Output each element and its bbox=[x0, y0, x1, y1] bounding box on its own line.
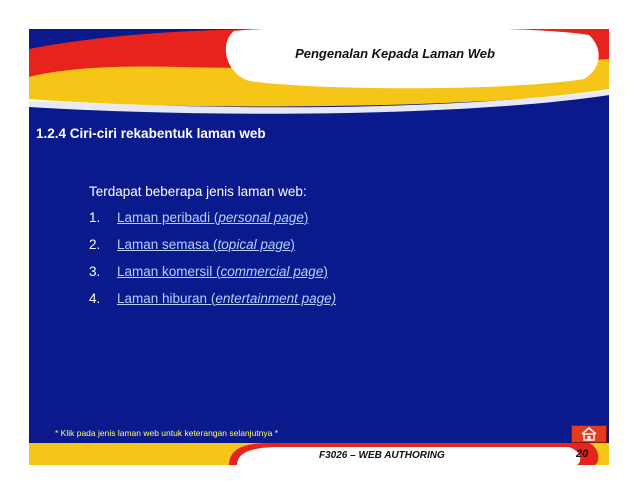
list-number: 2. bbox=[89, 237, 101, 252]
list-item bbox=[89, 291, 336, 318]
list-item bbox=[89, 264, 336, 291]
website-type-list bbox=[89, 210, 336, 318]
section-heading: 1.2.4 Ciri-ciri rekabentuk laman web bbox=[36, 126, 266, 141]
home-icon bbox=[580, 427, 598, 441]
page-number: 20 bbox=[576, 448, 589, 460]
footnote: * Klik pada jenis laman web untuk keterangan selanjutnya * bbox=[55, 428, 279, 438]
link-entertainment-page[interactable]: Laman hiburan (entertainment page) bbox=[117, 291, 337, 306]
link-commercial-page[interactable]: Laman komersil (commercial page) bbox=[117, 264, 328, 279]
intro-text: Terdapat beberapa jenis laman web: bbox=[89, 184, 307, 199]
header-title: Pengenalan Kepada Laman Web bbox=[295, 46, 495, 61]
link-topical-page[interactable]: Laman semasa (topical page) bbox=[117, 237, 295, 252]
slide bbox=[29, 29, 609, 465]
list-number: 1. bbox=[89, 210, 101, 225]
link-personal-page[interactable]: Laman peribadi (personal page) bbox=[117, 210, 309, 225]
list-item bbox=[89, 237, 336, 264]
list-number: 4. bbox=[89, 291, 101, 306]
list-number: 3. bbox=[89, 264, 101, 279]
list-item bbox=[89, 210, 336, 237]
course-label: F3026 – WEB AUTHORING bbox=[319, 450, 445, 461]
home-button[interactable] bbox=[571, 425, 607, 443]
